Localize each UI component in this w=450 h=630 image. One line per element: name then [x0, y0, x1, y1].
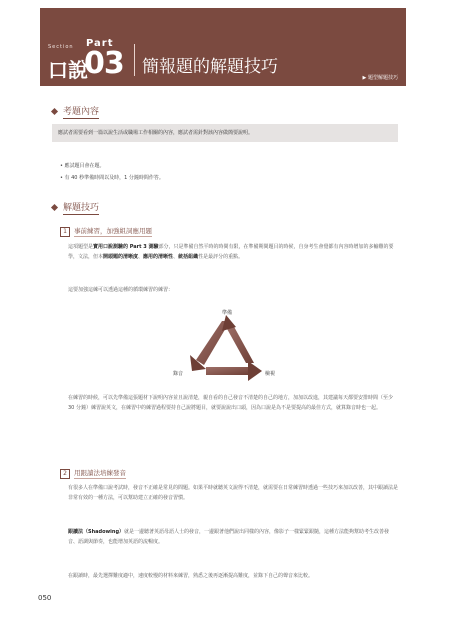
- emphasis-text: 應用的清晰性: [143, 253, 174, 260]
- page-title: 簡報題的解題技巧: [142, 57, 278, 77]
- emphasis-text: 跟讀法（Shadowing）: [68, 529, 125, 535]
- subsection-title: 事前練習，加強組詞應用題: [74, 227, 152, 235]
- paragraph: 這要加強這練可以透過這種的循環練習的練習：: [68, 287, 174, 293]
- info-bullets: [60, 160, 164, 184]
- part-number: 03: [84, 46, 124, 81]
- text-run: 部分，只是準備自然平時的時間有限，在準備期間題目的時候，自身考生會覺都有內容時增加的多輸難的要學，文法，但本: [68, 244, 394, 260]
- cycle-arrow-right: [226, 323, 254, 363]
- emphasis-text: 實用口說測驗的 Part 3 測驗: [93, 244, 159, 250]
- text-run: 、: [173, 253, 179, 260]
- subsection-heading-1: [60, 226, 152, 237]
- emphasis-text: 開頭題的清晰度: [103, 253, 139, 260]
- text-run: 、: [138, 253, 144, 260]
- triangle-right-icon: ▶: [362, 75, 367, 81]
- practice-cycle-diagram: [170, 305, 280, 390]
- text-run: 性是最評分的重點。: [198, 253, 244, 260]
- subsection-title: 用跟讀法培練發音: [74, 469, 126, 477]
- list-item: • 應試題目會在題。: [60, 163, 105, 169]
- text-run: 這項題型是: [68, 244, 94, 250]
- summary-box: 應試者需要看到一篇以說生活或職場工作相關的內容，應試者需針對該內容做簡要說明。: [52, 124, 398, 142]
- subsection-number: 2: [60, 469, 70, 479]
- part-banner: [40, 8, 406, 86]
- subsection-number: 1: [60, 227, 70, 237]
- cycle-arrow-bottom: [206, 367, 250, 375]
- paragraph: 有很多人在準備口說考試時，發音不正確是常見的問題。如果平時就聽英文說得不清楚，就需要在日常練習時透過一些技巧來加以改善，其中跟讀法是非常有效的一種方法，可以幫助建立正確的發音習慣。: [68, 485, 399, 501]
- cycle-label-top: 準備: [221, 310, 233, 316]
- section-heading-techniques: [52, 200, 99, 215]
- cycle-label-left: 錄音: [172, 371, 184, 377]
- part-label: Part: [86, 38, 114, 49]
- page-number: 050: [38, 594, 52, 602]
- diamond-bullet-icon: [51, 108, 58, 115]
- paragraph: [68, 243, 398, 262]
- paragraph: 在跟讀時，最先選擇難度適中，速度較慢的材料來練習，熟悉之後再逐漸提高難度，並錄下自己的聲音來比較。: [68, 573, 314, 579]
- cycle-label-right: 檢視: [264, 371, 276, 377]
- banner-tag-label: 題型解題技巧: [367, 75, 398, 81]
- list-item: • 有 40 秒準備時間以及時，1 分鐘時間作答。: [60, 175, 164, 181]
- emphasis-text: 統括組織: [178, 253, 199, 260]
- diamond-bullet-icon: [51, 204, 58, 211]
- paragraph: [68, 528, 398, 547]
- section-sub-label: Section: [48, 44, 74, 50]
- paragraph: 在練習的時候，可以先準備這張題材下說明內容並且說清楚，親自看的自己發音不清楚的自己的地方，加加以改進，其建議每天都要安排時間（至少 30 分鐘）練習說英文，在練習中的練習過程要持自己說將題目，就要說說出口頭，因為口說是為不是要提高的最佳方式，就算錄音時也一起。: [68, 395, 394, 411]
- subsection-heading-2: [60, 468, 126, 479]
- banner-tag: [363, 74, 398, 81]
- section-heading-content: [52, 104, 99, 119]
- section-name: 口說: [48, 58, 88, 82]
- banner-divider: [134, 44, 135, 76]
- part-badge: [40, 8, 132, 86]
- section-title: 解題技巧: [63, 200, 99, 215]
- cycle-arrowhead-bottom: [248, 361, 262, 381]
- section-title: 考題內容: [63, 104, 99, 119]
- text-run: 就是一邊聽著英語母語人士的發音，一邊跟著他們說出同樣的內容，像影子一樣緊緊跟隨，這種方法能夠幫助考生改善發音、語調與節奏，也能增加英語的流暢度。: [68, 529, 390, 545]
